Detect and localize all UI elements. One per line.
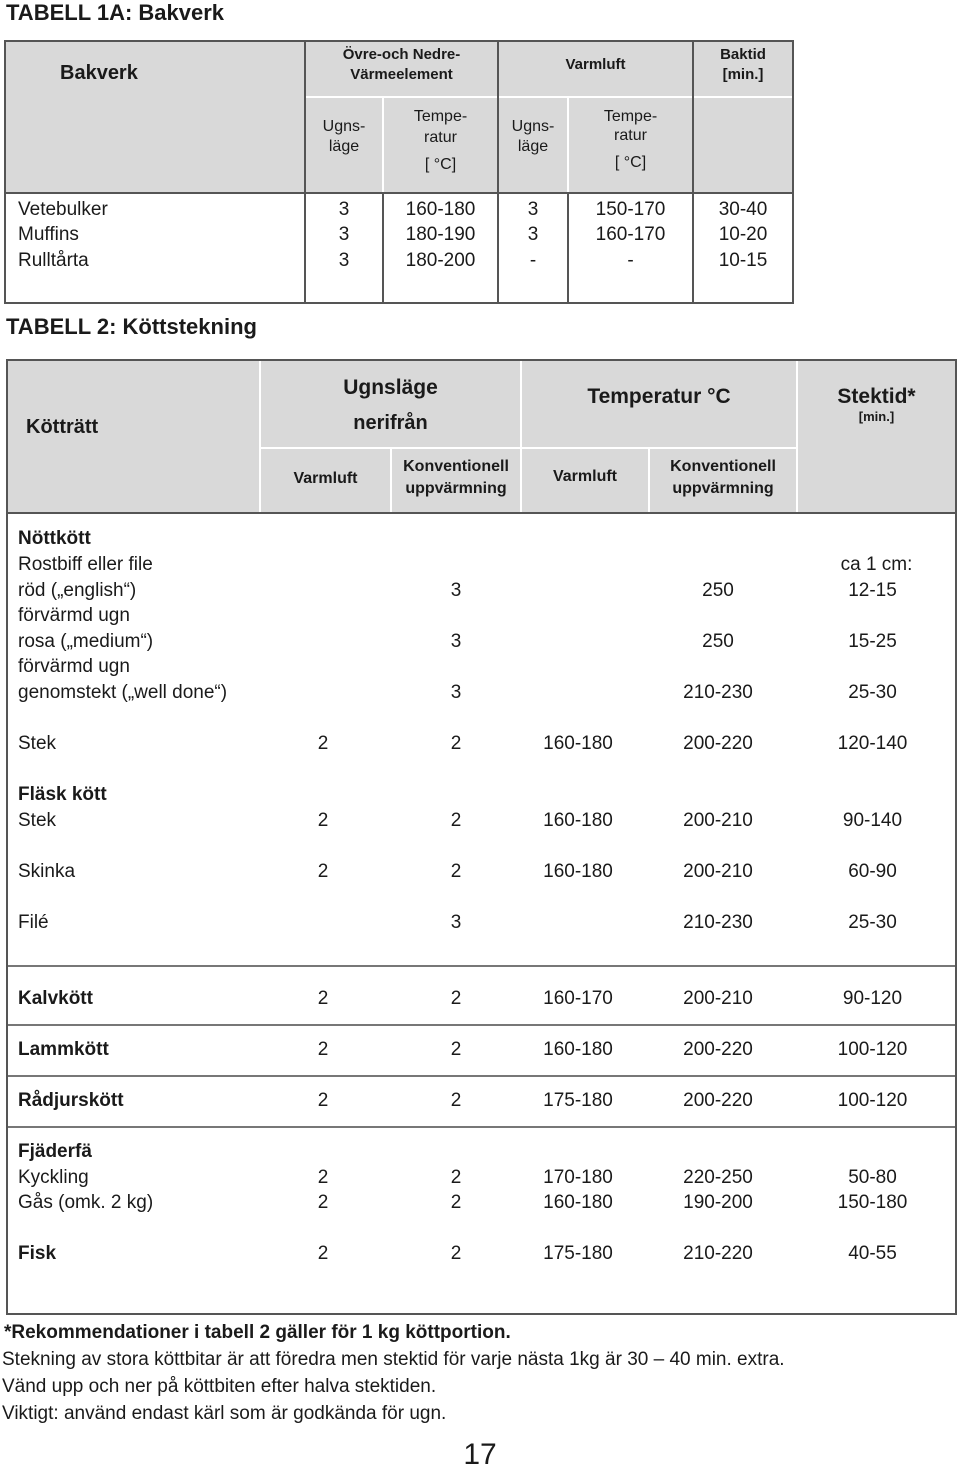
row-tid: 10-15 [718, 250, 768, 271]
row-ugns2: 3 [527, 199, 539, 220]
row-tk: 210-220 [683, 1243, 753, 1264]
row-tid: 12-15 [848, 580, 897, 601]
table2-header-nerifran: nerifrån [353, 412, 428, 434]
row-ugns1: 3 [338, 224, 350, 245]
row-temp2: 160-170 [595, 224, 666, 245]
row-name: Skinka [18, 861, 76, 882]
row-name: Kyckling [18, 1167, 89, 1188]
sub-tempe-1: Tempe- [413, 108, 468, 125]
table1-header-varmluft: Varmluft [565, 56, 626, 73]
page-number: 17 [463, 1438, 497, 1471]
row-ugns1: 3 [338, 199, 350, 220]
row-name: Muffins [18, 224, 79, 245]
row-tk: 190-200 [683, 1192, 753, 1213]
row-uv: 2 [317, 1243, 329, 1264]
row-uk: 2 [450, 1243, 462, 1264]
note-recommendation: *Rekommendationer i tabell 2 gäller för 1 kg köttportion. [4, 1322, 511, 1343]
sub-unit-1: [ °C] [424, 156, 457, 173]
table1-header-min: [min.] [722, 66, 764, 83]
note-stekning: Stekning av stora köttbitar är att föredra men stektid för varje nästa 1kg är 30 – 40 min. extra. [2, 1349, 785, 1370]
sub-konv1-1: Konventionell [403, 458, 509, 475]
row-name: rosa („medium“) [18, 631, 154, 652]
table1-header-bakverk: Bakverk [60, 62, 138, 84]
row-uv: 2 [317, 1167, 329, 1188]
row-tk: 210-230 [683, 682, 753, 703]
row-uv: 2 [317, 733, 329, 754]
sub-ratur-2: ratur [614, 127, 647, 144]
sub-konv2-1: uppvärmning [405, 480, 507, 497]
group-nottkott: Nöttkött [18, 528, 91, 549]
row-tk: 250 [702, 580, 734, 601]
row-uk: 3 [450, 580, 462, 601]
row-tv: 160-180 [543, 1039, 613, 1060]
sub-tempe-2: Tempe- [603, 108, 658, 125]
row-temp1: 160-180 [405, 199, 476, 220]
table2-header-temperatur: Temperatur °C [587, 385, 731, 408]
table2-header-kottratt: Kötträtt [26, 416, 99, 438]
row-tid: 150-180 [837, 1192, 908, 1213]
row-uv: 2 [317, 1090, 329, 1111]
row-tv: 175-180 [543, 1243, 613, 1264]
table1-title: TABELL 1A: Bakverk [6, 0, 225, 25]
row-uv: 2 [317, 1039, 329, 1060]
row-tv: 160-180 [543, 810, 613, 831]
row-uk: 2 [450, 1039, 462, 1060]
row-name: Kalvkött [18, 988, 93, 1009]
table1-header-varme: Värmeelement [350, 66, 453, 83]
row-uk: 2 [450, 861, 462, 882]
sub-ratur-1: ratur [424, 129, 457, 146]
row-temp1: 180-190 [405, 224, 476, 245]
row-uv: 2 [317, 988, 329, 1009]
row-name: röd („english“) [18, 580, 137, 601]
table2-header-min: [min.] [858, 409, 895, 424]
row-ugns2: - [529, 250, 537, 271]
group-fjaderfa: Fjäderfä [18, 1141, 92, 1162]
row-tk: 220-250 [683, 1167, 753, 1188]
row-tid: 30-40 [718, 199, 768, 220]
row-tv: 175-180 [543, 1090, 613, 1111]
sub-konv1-2: Konventionell [670, 458, 776, 475]
row-name: Stek [18, 733, 57, 754]
row-uk: 3 [450, 682, 462, 703]
row-temp1: 180-200 [405, 250, 476, 271]
sub-unit-2: [ °C] [614, 154, 647, 171]
row-tid: 120-140 [837, 733, 908, 754]
table1-header-baktid: Baktid [720, 46, 766, 63]
row-uk: 3 [450, 631, 462, 652]
row-tk: 200-210 [683, 861, 753, 882]
row-uv: 2 [317, 810, 329, 831]
row-tk: 200-210 [683, 810, 753, 831]
row-name: Vetebulker [18, 199, 108, 220]
row-tv: 170-180 [543, 1167, 613, 1188]
row-name: Filé [18, 912, 49, 933]
row-tk: 250 [702, 631, 734, 652]
note-vand: Vänd upp och ner på köttbiten efter halva stektiden. [2, 1376, 437, 1397]
table2-title: TABELL 2: Köttstekning [6, 314, 257, 339]
row-name: Rådjurskött [18, 1090, 124, 1111]
row-uk: 2 [450, 988, 462, 1009]
row-name: Fisk [18, 1243, 57, 1264]
row-tv: 160-170 [543, 988, 613, 1009]
sub-lage-2: läge [517, 138, 549, 155]
sub-ugns-1: Ugns- [322, 118, 366, 135]
row-tid: 15-25 [848, 631, 897, 652]
forvarmd-label: förvärmd ugn [18, 656, 130, 677]
row-tk: 200-210 [683, 988, 753, 1009]
row-name: Stek [18, 810, 57, 831]
row-uv: 2 [317, 1192, 329, 1213]
row-tv: 160-180 [543, 1192, 613, 1213]
row-tv: 160-180 [543, 861, 613, 882]
row-tk: 200-220 [683, 1090, 753, 1111]
row-tid: 90-140 [842, 810, 903, 831]
row-tk: 210-230 [683, 912, 753, 933]
table2-header-ugnslage: Ugnsläge [343, 376, 438, 399]
sub-varmluft-2: Varmluft [552, 468, 617, 485]
row-tid: 10-20 [718, 224, 768, 245]
row-tk: 200-220 [683, 733, 753, 754]
row-uk: 2 [450, 1090, 462, 1111]
row-tid: 90-120 [842, 988, 903, 1009]
row-tid: 25-30 [848, 912, 897, 933]
note-viktigt: Viktigt: använd endast kärl som är godkända för ugn. [2, 1403, 447, 1424]
row-tid: 60-90 [848, 861, 897, 882]
row-uk: 2 [450, 810, 462, 831]
forvarmd-label: förvärmd ugn [18, 605, 130, 626]
sub-konv2-2: uppvärmning [672, 480, 774, 497]
row-tid: 100-120 [837, 1039, 908, 1060]
row-tv: 160-180 [543, 733, 613, 754]
row-temp2: - [627, 250, 634, 271]
row-temp2: 150-170 [595, 199, 666, 220]
sub-varmluft-1: Varmluft [293, 470, 358, 487]
row-uv: 2 [317, 861, 329, 882]
row-name: Lammkött [18, 1039, 109, 1060]
row-tk: 200-220 [683, 1039, 753, 1060]
row-ugns1: 3 [338, 250, 350, 271]
row-tid: 25-30 [848, 682, 897, 703]
row-name: Gås (omk. 2 kg) [18, 1192, 154, 1213]
ca1cm-label: ca 1 cm: [840, 554, 913, 575]
table2-header-stektid: Stektid* [837, 385, 916, 408]
row-uk: 2 [450, 1192, 462, 1213]
sub-ugns-2: Ugns- [511, 118, 555, 135]
row-uk: 2 [450, 733, 462, 754]
row-uk: 2 [450, 1167, 462, 1188]
row-ugns2: 3 [527, 224, 539, 245]
row-name: genomstekt („well done“) [18, 682, 228, 703]
row-uk: 3 [450, 912, 462, 933]
row-name: Rulltårta [18, 250, 89, 271]
rostbiff-label: Rostbiff eller file [18, 554, 153, 575]
row-tid: 40-55 [848, 1243, 897, 1264]
row-tid: 100-120 [837, 1090, 908, 1111]
group-flask: Fläsk kött [18, 784, 107, 805]
table1-header-ovre: Övre-och Nedre- [342, 46, 461, 63]
row-tid: 50-80 [848, 1167, 897, 1188]
sub-lage-1: läge [328, 138, 360, 155]
